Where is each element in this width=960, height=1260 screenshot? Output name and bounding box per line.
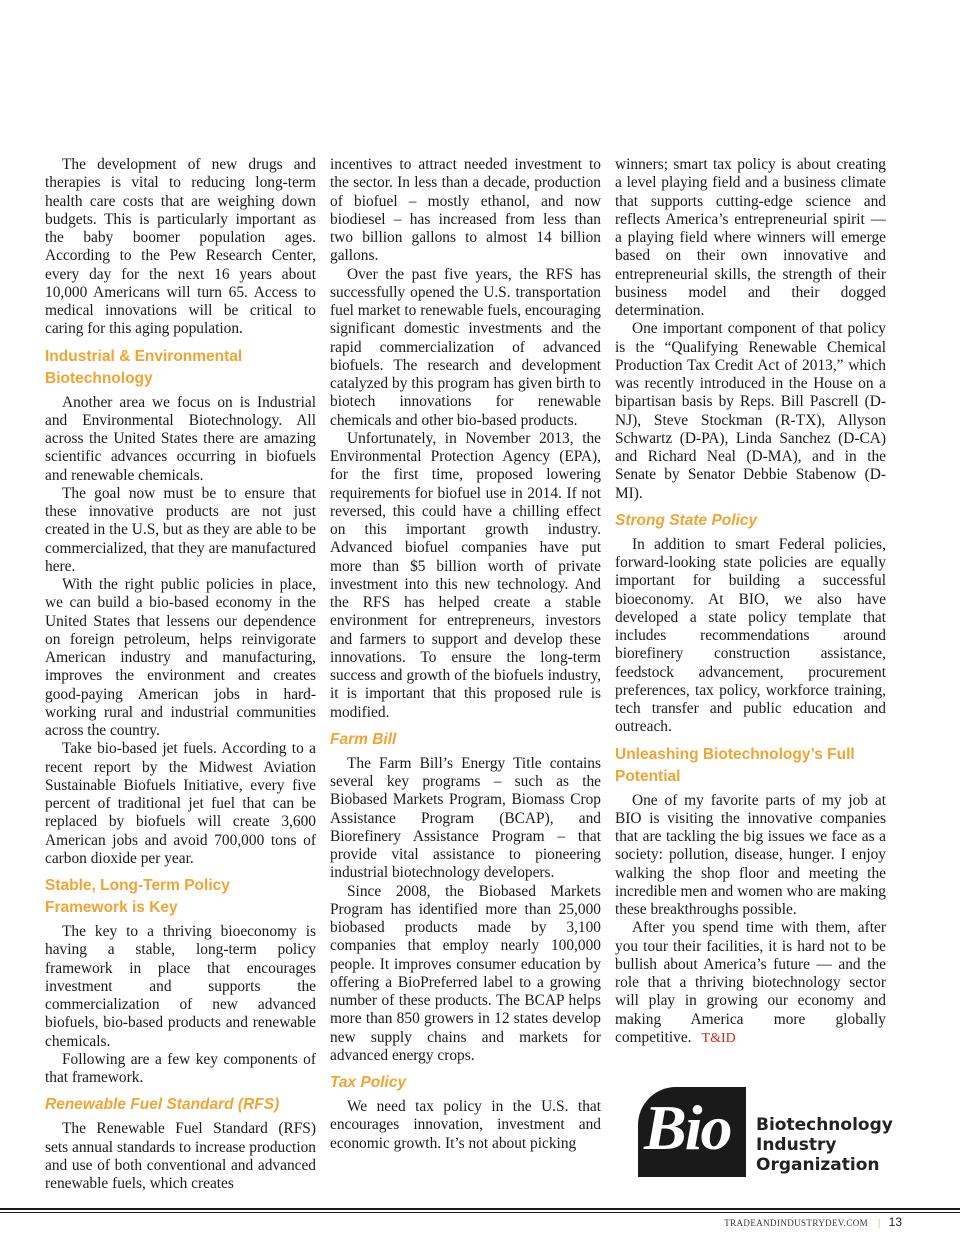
paragraph: winners; smart tax policy is about creating a level playing field and a business climate that supports cutting-edge science and reflects America’s entrepreneurial spirit — a playing field where winners will emerge based on their own innovative and entrepreneurial skills, the strength of their business model and their dogged determination. bbox=[615, 156, 886, 319]
paragraph: Following are a few key components of that framework. bbox=[45, 1050, 316, 1086]
paragraph: Take bio-based jet fuels. According to a recent report by the Midwest Aviation Sustainable Biofuels Initiative, every five percent of traditional jet fuel that can be replaced by biofuels will create 3,600 American jobs and avoid 700,000 tons of carbon dioxide per year. bbox=[45, 740, 316, 867]
logo-line-1: Biotechnology bbox=[756, 1115, 893, 1135]
paragraph: The goal now must be to ensure that these innovative products are not just created in the U.S, but as they are able to be commercialized, that they are manufactured here. bbox=[45, 484, 316, 575]
paragraph: One important component of that policy is the “Qualifying Renewable Chemical Production Tax Credit Act of 2013,” which was recently introduced in the House on a bipartisan basis by Reps. Bill Pascrell (D-NJ), Steve Stockman (R-TX), Allyson Schwartz (D-PA), Linda Sanchez (D-CA) and Richard Neal (D-MA), and in the Senate by Senator Debbie Stabenow (D-MI). bbox=[615, 320, 886, 502]
section-heading-rfs: Renewable Fuel Standard (RFS) bbox=[45, 1096, 280, 1114]
paragraph: One of my favorite parts of my job at BIO is visiting the innovative companies that are tackling the big issues we face as a society: pollution, disease, hunger. I enjoy walking the shop floor and meeting the incredible men and women who are making these breakthroughs possible. bbox=[615, 791, 886, 918]
paragraph: We need tax policy in the U.S. that encourages innovation, investment and economic growth. It’s not about picking bbox=[330, 1098, 601, 1152]
page-footer bbox=[724, 1215, 902, 1229]
paragraph: Unfortunately, in November 2013, the Environmental Protection Agency (EPA), for the first time, proposed lowering requirements for biofuel use in 2014. If not reversed, this could have a chilling effect on this important growth industry. Advanced biofuel companies have put more than $5 billion worth of private investment into this new technology. And the RFS has helped create a stable environment for entrepreneurs, investors and farmers to support and develop these innovations. To ensure the long-term success and growth of the biofuels industry, it is important that this proposed rule is modified. bbox=[330, 429, 601, 721]
paragraph: The development of new drugs and therapies is vital to reducing long-term health care costs that are weighing down budgets. This is particularly important as the baby boomer population ages. According to the Pew Research Center, every day for the next 16 years about 10,000 Americans will turn 65. Access to medical innovations will be critical to caring for this aging population. bbox=[45, 156, 316, 338]
section-heading-industrial: Industrial & Environmental Biotechnology bbox=[45, 347, 243, 387]
paragraph: Another area we focus on is Industrial and Environmental Biotechnology. All across the United States there are amazing scientific advances occurring in biofuels and renewable chemicals. bbox=[45, 393, 316, 484]
footer-separator: | bbox=[878, 1217, 881, 1229]
section-heading-state-policy: Strong State Policy bbox=[615, 511, 758, 529]
bio-logo-mark bbox=[638, 1087, 746, 1177]
section-heading-farm-bill: Farm Bill bbox=[330, 730, 397, 748]
logo-line-3: Organization bbox=[756, 1155, 880, 1175]
bio-logo bbox=[638, 1087, 893, 1177]
footer-site: TRADEANDINDUSTRYDEV.COM bbox=[724, 1218, 869, 1228]
column-2 bbox=[330, 156, 601, 1153]
paragraph: The Farm Bill’s Energy Title contains several key programs – such as the Biobased Markets Program, Biomass Crop Assistance Program (BCAP), and Biorefinery Assistance Program – that provide vital assistance to pioneering industrial biotechnology developers. bbox=[330, 754, 601, 882]
section-heading-tax-policy: Tax Policy bbox=[330, 1074, 407, 1091]
paragraph: Since 2008, the Biobased Markets Program has identified more than 25,000 biobased products made by 3,100 companies that employ nearly 100,000 people. It improves consumer education by offering a BioPreferred label to a growing number of these products. The BCAP helps more than 850 growers in 12 states develop new supply chains and markets for advanced energy crops. bbox=[330, 882, 601, 1064]
section-heading-unleashing: Unleashing Biotechnology’s Full Potential bbox=[615, 745, 855, 785]
paragraph: The Renewable Fuel Standard (RFS) sets annual standards to increase production and use of both conventional and advanced renewable fuels, which creates bbox=[45, 1120, 316, 1192]
paragraph-final bbox=[615, 919, 886, 1048]
page-number: 13 bbox=[888, 1215, 902, 1229]
paragraph: With the right public policies in place, we can build a bio-based economy in the United States that lessens our dependence on foreign petroleum, helps reinvigorate American industry and manufacturing, improves the environment and creates good-paying American jobs in hard-working rural and industrial communities across the country. bbox=[45, 576, 316, 739]
footer-rule-thick bbox=[0, 1208, 960, 1210]
column-3 bbox=[615, 156, 886, 1048]
column-1 bbox=[45, 156, 316, 1193]
paragraph-final-text: After you spend time with them, after you tour their facilities, it is hard not to be bullish about America’s future — and the role that a thriving biotechnology sector will play in growing our economy and making America more globally competitive. bbox=[615, 919, 886, 1046]
end-mark: T&ID bbox=[701, 1030, 736, 1046]
bio-logo-wordmark: Bio bbox=[644, 1092, 731, 1163]
paragraph: Over the past five years, the RFS has successfully opened the U.S. transportation fuel market to renewable fuels, encouraging significant domestic investments and the rapid commercialization of advanced biofuels. The research and development catalyzed by this program has given birth to biotech innovations for renewable chemicals and other bio-based products. bbox=[330, 265, 601, 429]
footer-rule-thin bbox=[0, 1212, 960, 1213]
paragraph: The key to a thriving bioeconomy is having a stable, long-term policy framework in place that encourages investment and supports the commercialization of new advanced biofuels, bio-based products and renewable chemicals. bbox=[45, 923, 316, 1050]
logo-line-2: Industry bbox=[756, 1135, 837, 1155]
bio-logo-text bbox=[756, 1115, 893, 1175]
section-heading-policy-framework: Stable, Long-Term Policy Framework is Key bbox=[45, 877, 230, 916]
paragraph: incentives to attract needed investment to the sector. In less than a decade, production of biofuel – mostly ethanol, and now biodiesel – has increased from less than two billion gallons to almost 14 billion gallons. bbox=[330, 156, 601, 265]
paragraph: In addition to smart Federal policies, forward-looking state policies are equally important for building a successful bioeconomy. At BIO, we also have developed a state policy template that includes recommendations around biorefinery construction assistance, feedstock advancement, procurement preferences, tax policy, workforce training, tech transfer and public education and outreach. bbox=[615, 535, 886, 736]
